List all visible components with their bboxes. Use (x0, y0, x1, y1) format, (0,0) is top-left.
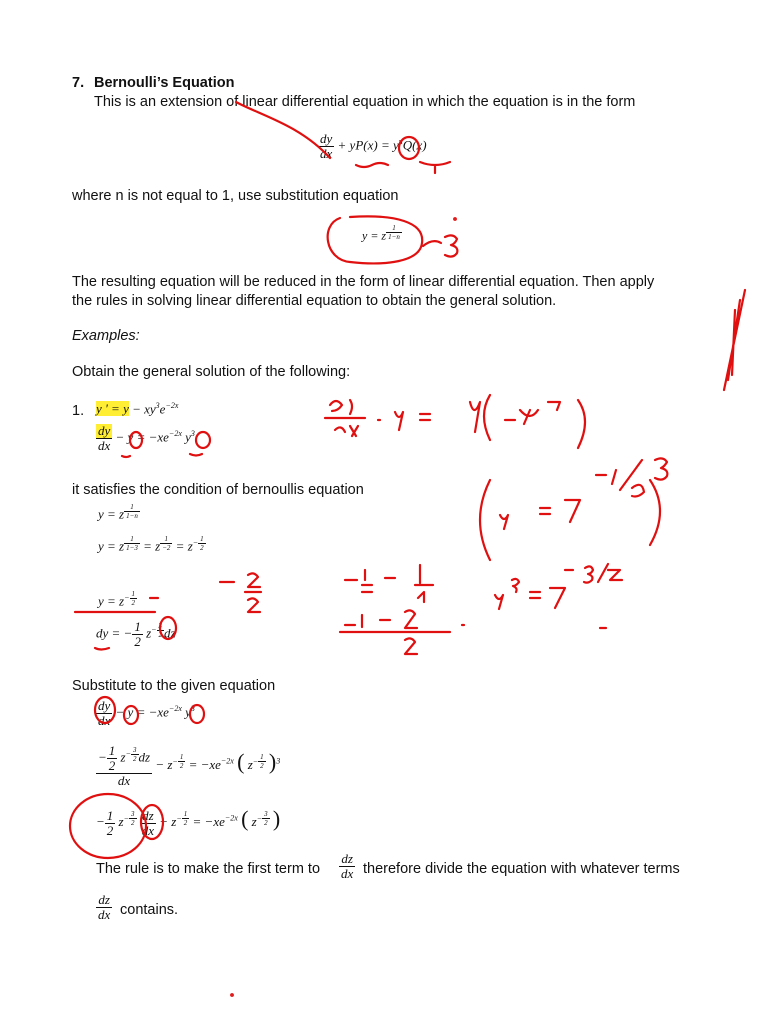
contains-fraction: $\frac{dz}{dx}$ (98, 892, 111, 922)
substitute-text: Substitute to the given equation (72, 678, 276, 694)
obtain-text: Obtain the general solution of the following: (72, 364, 351, 380)
ink-note-y3 (495, 579, 519, 609)
ink-circle-ex-y3 (196, 432, 210, 448)
satisfies-text: it satisfies the condition of bernoullis equation (72, 482, 364, 498)
ink-note-frac1 (345, 565, 433, 602)
resulting-text-line1: The resulting equation will be reduced in the form of linear differential equation. Then apply (72, 274, 655, 290)
intro-text: This is an extension of linear differential equation in which the equation is in the form (94, 94, 636, 110)
ink-note-y2 (500, 515, 508, 529)
substitution-equation: y = z $^{\frac{1}{1-n}}$ (362, 224, 400, 243)
ink-note-eq2 (540, 508, 550, 514)
satisfies-equation3: $y = z^{- \frac{1}{2}}$ (98, 590, 136, 609)
ink-underline-ex (122, 454, 202, 457)
example-number: 1. (72, 403, 85, 419)
satisfies-equation4: dy = − $\frac{1}{2}$ $z^{- \frac{3}{2}}$ dz (96, 619, 176, 649)
where-text: where n is not equal to 1, use substitution equation (72, 188, 399, 204)
rule-text-a: The rule is to make the first term to (96, 861, 321, 877)
bernoulli-form-equation: $\frac{dy}{dx}$ + $yP(x) = y^nQ(x)$ (320, 131, 427, 161)
contains-text: contains. (120, 902, 179, 918)
ink-note-seven (565, 500, 580, 522)
substitute-equation2: − $\frac{1}{2}$ $z^{- \frac{3}{2}}$ dz dx − $z^{- \frac{1}{2}}$ = $-xe^{-2x}$ ( $z^{- \frac{1}{2}}$ )$^3$ (98, 743, 281, 788)
satisfies-equation1: y = z $^{\frac{1}{1-n}}$ (98, 503, 138, 522)
rule-text-b: therefore divide the equation with whatever terms (363, 861, 680, 877)
ink-note-seven2 (550, 588, 565, 608)
example1-equation2: $\frac{dy}{dx}$ − $y = -xe^{-2x}$ $y^3$ (98, 423, 195, 453)
section-number: 7. (72, 75, 85, 91)
ink-note-frac2 (340, 610, 464, 654)
ink-note-minus-y (378, 412, 403, 430)
rule-fraction: $\frac{dz}{dx}$ (341, 851, 354, 881)
ink-underline-p (356, 163, 388, 167)
ink-arrow-three (423, 241, 441, 246)
resulting-text-line2: the rules in solving linear differential equation to obtain the general solution. (72, 293, 557, 309)
ink-note-exp2 (565, 564, 622, 583)
substitute-equation3: − $\frac{1}{2}$ $z^{- \frac{3}{2}}$ $\frac{dz}{dx}$ − $z^{- \frac{1}{2}}$ = $-xe^{-2x}$ ( $z^{- \frac{3}{2}}$ ) (96, 806, 281, 838)
substitute-equation1: $\frac{dy}{dx}$ − $y = -xe^{-2x}$ $y^3$ (98, 698, 195, 728)
ink-note-y-paren (470, 395, 585, 448)
ink-note-eq (420, 414, 430, 420)
satisfies-equation2: y = z $^{\frac{1}{1-3}}$ = z $^{\frac{1}{-2}}$ = $z^{- \frac{1}{2}}$ (98, 535, 204, 554)
ink-note-three (655, 458, 667, 479)
ink-note-frac3 (220, 573, 261, 612)
ink-bracket-q (420, 162, 450, 173)
section-title: Bernoulli’s Equation (94, 75, 235, 91)
ink-note-exp (596, 460, 644, 497)
ink-note-dy (330, 400, 352, 414)
ink-dot2 (231, 994, 233, 996)
ink-margin-scribble (724, 290, 745, 390)
example1-equation1: y ' = $y - xy^3e^{-2x}$ (96, 401, 179, 417)
ink-three (445, 235, 457, 256)
ink-note-dx (335, 426, 358, 436)
ink-dot1 (454, 218, 456, 220)
ink-note-paren-close (650, 480, 660, 545)
examples-label: Examples: (72, 328, 140, 344)
ink-note-eq3 (530, 592, 540, 598)
ink-note-paren-open (480, 480, 490, 560)
